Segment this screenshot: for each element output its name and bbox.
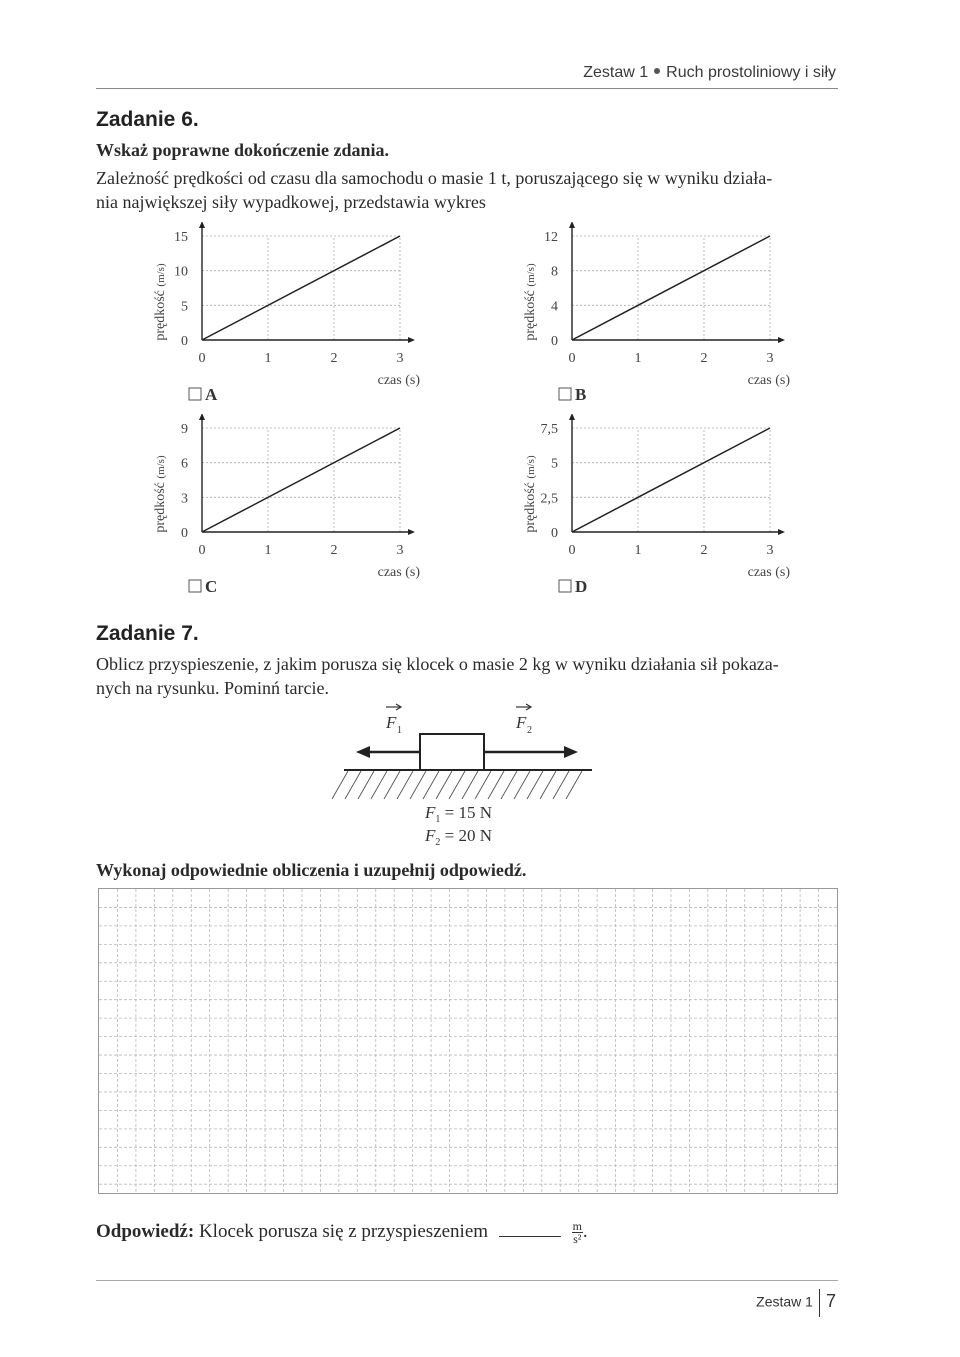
y-tick-label: 10 xyxy=(174,264,188,280)
hatch-line xyxy=(397,771,413,799)
force-diagram xyxy=(330,700,610,860)
hatch-line xyxy=(566,771,582,799)
hatch-line xyxy=(514,771,530,799)
option-letter: A xyxy=(205,385,218,404)
series-line xyxy=(202,236,400,340)
y-axis-arrow xyxy=(199,222,205,228)
y-axis-unit: (m/s) xyxy=(525,263,537,287)
x-axis-arrow xyxy=(408,337,415,343)
x-tick-label: 2 xyxy=(700,351,708,366)
eq1-value: = 15 N xyxy=(440,803,493,822)
x-tick-label: 1 xyxy=(634,351,642,366)
option-letter: B xyxy=(575,385,587,404)
running-header xyxy=(583,64,836,82)
x-tick-label: 1 xyxy=(264,351,272,366)
header-rule xyxy=(96,88,838,89)
y-tick-label: 15 xyxy=(174,230,188,245)
hatch-line xyxy=(475,771,491,799)
force1-vector-label xyxy=(385,704,402,736)
hatch-line xyxy=(332,771,348,799)
y-tick-label: 7,5 xyxy=(540,422,558,437)
y-axis-arrow xyxy=(569,414,575,420)
chart-c xyxy=(140,414,420,604)
y-tick-label: 2,5 xyxy=(540,491,558,507)
work-instruction: Wykonaj odpowiednie obliczenia i uzupełnij odpowiedź. xyxy=(96,860,527,880)
y-tick-label: 0 xyxy=(551,334,558,349)
page-number: 7 xyxy=(825,1290,836,1311)
y-tick-label: 3 xyxy=(181,491,188,507)
x-axis-label: czas (s) xyxy=(747,565,790,580)
x-tick-label: 1 xyxy=(264,543,272,558)
hatch-line xyxy=(488,771,504,799)
header-set: Zestaw 1 xyxy=(583,64,649,81)
eq2-sub: 2 xyxy=(435,837,441,848)
y-axis-arrow xyxy=(199,414,205,420)
task7-text-line2: nych na rysunku. Pominń tarcie. xyxy=(96,678,329,698)
x-tick-label: 3 xyxy=(396,351,404,366)
block xyxy=(420,734,484,770)
y-tick-label: 5 xyxy=(551,456,558,472)
chart-d xyxy=(510,414,800,604)
eq1-sub: 1 xyxy=(435,814,441,825)
hatch-line xyxy=(462,771,478,799)
chart-b xyxy=(510,222,800,412)
x-tick-label: 2 xyxy=(330,543,338,558)
x-tick-label: 0 xyxy=(568,543,576,558)
hatch-line xyxy=(345,771,361,799)
page-footer xyxy=(756,1289,836,1317)
y-tick-label: 0 xyxy=(181,526,188,541)
x-tick-label: 2 xyxy=(700,543,708,558)
x-tick-label: 0 xyxy=(198,543,206,558)
footer-set: Zestaw 1 xyxy=(756,1293,813,1310)
y-tick-label: 0 xyxy=(181,334,188,349)
y-tick-label: 9 xyxy=(181,422,188,437)
force2-label: F xyxy=(516,713,527,732)
option-letter: C xyxy=(205,577,218,596)
chart-a xyxy=(140,222,420,412)
y-tick-label: 5 xyxy=(181,299,188,315)
eq1-symbol: F xyxy=(425,803,436,822)
x-tick-label: 1 xyxy=(634,543,642,558)
eq2-symbol: F xyxy=(425,826,436,845)
y-tick-label: 6 xyxy=(181,456,188,472)
hatch-line xyxy=(553,771,569,799)
task6-title: Zadanie 6. xyxy=(96,108,199,131)
svg-text:F2 = 20 N xyxy=(424,826,492,848)
bullet-icon xyxy=(654,68,660,74)
y-axis-label: prędkość (m/s) xyxy=(523,455,538,533)
series-line xyxy=(572,428,770,532)
option-checkbox xyxy=(559,388,571,400)
x-axis-label: czas (s) xyxy=(747,373,790,388)
x-axis-arrow xyxy=(778,529,785,535)
answer-line: Odpowiedź: Klocek porusza się z przyspieszeniem $\frac{m}{\text{s²}}$ . xyxy=(96,1219,588,1246)
answer-grid[interactable] xyxy=(98,888,838,1194)
y-axis-label: prędkość (m/s) xyxy=(523,263,538,341)
option-checkbox xyxy=(189,580,201,592)
grid-lines xyxy=(99,889,837,1193)
hatch-line xyxy=(540,771,556,799)
y-axis-unit: (m/s) xyxy=(155,455,167,479)
hatch-line xyxy=(410,771,426,799)
y-tick-label: 12 xyxy=(544,230,558,245)
hatch-line xyxy=(358,771,374,799)
y-axis-unit: (m/s) xyxy=(525,455,537,479)
eq2-value: = 20 N xyxy=(440,826,493,845)
task7-text-line1: Oblicz przyspieszenie, z jakim porusza się klocek o masie 2 kg w wyniku działania sił pokaza- xyxy=(96,654,779,674)
hatch-line xyxy=(384,771,400,799)
svg-text:F1 = 15 N xyxy=(424,803,492,825)
force-values xyxy=(424,803,492,848)
x-tick-label: 3 xyxy=(396,543,404,558)
task6-text-line1: Zależność prędkości od czasu dla samochodu o masie 1 t, poruszającego się w wyniku działa- xyxy=(96,168,773,188)
series-line xyxy=(202,428,400,532)
y-axis-arrow xyxy=(569,222,575,228)
x-tick-label: 0 xyxy=(568,351,576,366)
hatch-line xyxy=(423,771,439,799)
answer-unit: $\frac{m}{\text{s²}}$ xyxy=(572,1219,582,1246)
force2-sub: 2 xyxy=(527,725,532,736)
footer-rule xyxy=(96,1280,838,1281)
task6-text-line2: nia największej siły wypadkowej, przedstawia wykres xyxy=(96,192,486,212)
force2-vector-label xyxy=(515,704,532,736)
y-axis-label: prędkość (m/s) xyxy=(153,455,168,533)
x-axis-label: czas (s) xyxy=(377,373,420,388)
option-letter: D xyxy=(575,577,588,596)
x-tick-label: 3 xyxy=(766,351,774,366)
force1-label: F xyxy=(386,713,397,732)
x-tick-label: 0 xyxy=(198,351,206,366)
x-axis-arrow xyxy=(408,529,415,535)
task7-title: Zadanie 7. xyxy=(96,622,199,645)
hatch-line xyxy=(527,771,543,799)
y-tick-label: 0 xyxy=(551,526,558,541)
x-tick-label: 3 xyxy=(766,543,774,558)
hatch-line xyxy=(371,771,387,799)
answer-blank[interactable] xyxy=(499,1222,561,1237)
force2-arrow xyxy=(484,746,578,758)
answer-label: Odpowiedź: xyxy=(96,1220,195,1242)
ground-hatching xyxy=(332,771,582,799)
x-tick-label: 2 xyxy=(330,351,338,366)
series-line xyxy=(572,236,770,340)
x-axis-label: czas (s) xyxy=(377,565,420,580)
hatch-line xyxy=(449,771,465,799)
y-axis-unit: (m/s) xyxy=(155,263,167,287)
header-topic: Ruch prostoliniowy i siły xyxy=(666,64,836,81)
force1-sub: 1 xyxy=(397,725,402,736)
option-checkbox xyxy=(189,388,201,400)
y-tick-label: 8 xyxy=(551,264,558,280)
option-checkbox xyxy=(559,580,571,592)
hatch-line xyxy=(501,771,517,799)
footer-divider xyxy=(819,1289,820,1317)
hatch-line xyxy=(436,771,452,799)
answer-text: Klocek porusza się z przyspieszeniem xyxy=(194,1220,489,1242)
y-tick-label: 4 xyxy=(551,299,558,315)
x-axis-arrow xyxy=(778,337,785,343)
force1-arrow xyxy=(356,746,420,758)
y-axis-label: prędkość (m/s) xyxy=(153,263,168,341)
task6-instruction: Wskaż poprawne dokończenie zdania. xyxy=(96,140,390,160)
